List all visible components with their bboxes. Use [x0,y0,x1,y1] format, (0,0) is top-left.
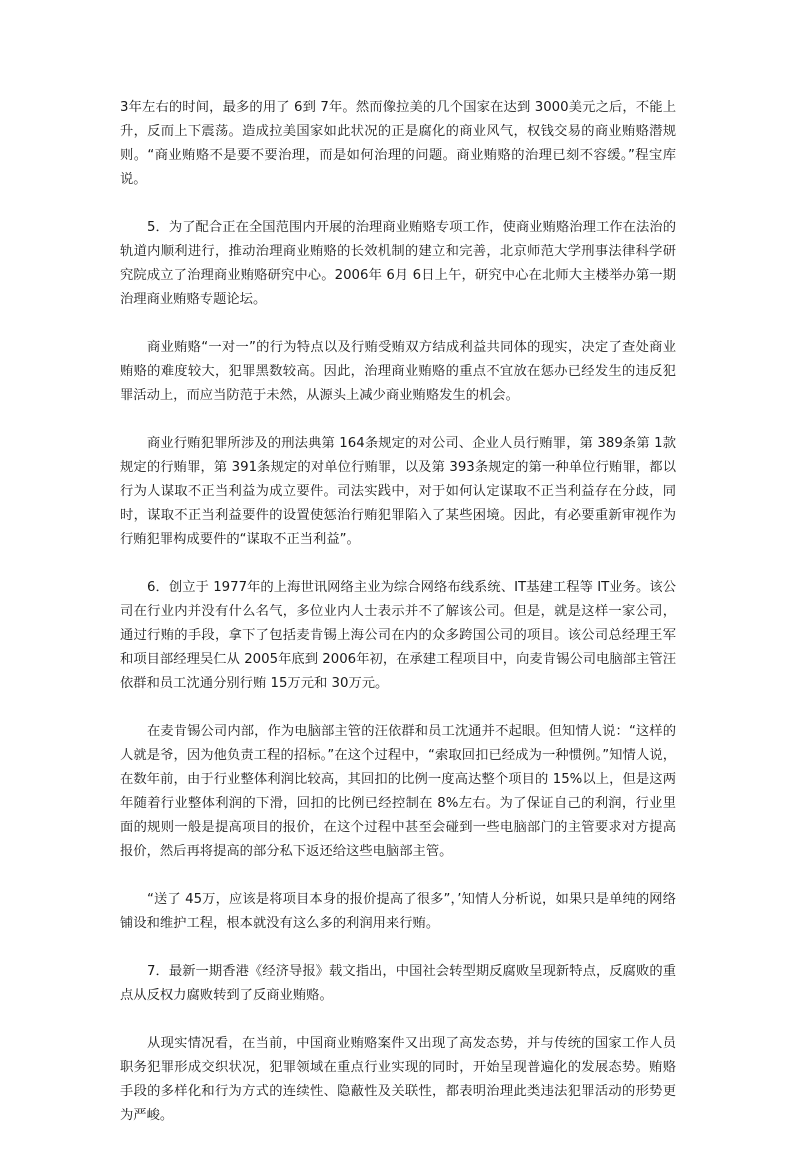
paragraph-5: 6．创立于 1977年的上海世讯网络主业为综合网络布线系统、IT基建工程等 IT业务。该公司在行业内并没有什么名气，多位业内人士表示并不了解该公司。但是，就是这样一家公司，通过行贿的手段，拿下了包括麦肯锡上海公司在内的众多跨国公司的项目。该公司总经理王军和项目部经理吴仁从 2005年底到 2006年初，在承建工程项目中，向麦肯锡公司电脑部主管汪依群和员工沈通分别行贿 15万元和 30万元。 [120,580,676,691]
document-body [120,96,676,1152]
paragraph-2: 5．为了配合正在全国范围内开展的治理商业贿赂专项工作，使商业贿赂治理工作在法治的轨道内顺利进行，推动治理商业贿赂的长效机制的建立和完善，北京师范大学刑事法律科学研究院成立了治理商业贿赂研究中心。2006年 6月 6日上午，研究中心在北师大主楼举办第一期治理商业贿赂专题论坛。 [120,220,676,307]
paragraph-1: 3年左右的时间，最多的用了 6到 7年。然而像拉美的几个国家在达到 3000美元之后，不能上升，反而上下震荡。造成拉美国家如此状况的正是腐化的商业风气，权钱交易的商业贿赂潜规则。“商业贿赂不是要不要治理，而是如何治理的问题。商业贿赂的治理已刻不容缓。”程宝库说。 [120,100,676,187]
paragraph-9: 从现实情况看，在当前，中国商业贿赂案件又出现了高发态势，并与传统的国家工作人员职务犯罪形成交织状况，犯罪领域在重点行业实现的同时，开始呈现普遍化的发展态势。贿赂手段的多样化和行为方式的连续性、隐蔽性及关联性，都表明治理此类违法犯罪活动的形势更为严峻。 [120,1036,676,1123]
paragraph-3: 商业贿赂“一对一”的行为特点以及行贿受贿双方结成利益共同体的现实，决定了查处商业贿赂的难度较大，犯罪黑数较高。因此，治理商业贿赂的重点不宜放在惩办已经发生的违反犯罪活动上，而应当防范于未然，从源头上减少商业贿赂发生的机会。 [120,340,676,403]
paragraph-4: 商业行贿犯罪所涉及的刑法典第 164条规定的对公司、企业人员行贿罪，第 389条第 1款规定的行贿罪，第 391条规定的对单位行贿罪，以及第 393条规定的第一种单位行贿罪，都以行为人谋取不正当利益为成立要件。司法实践中，对于如何认定谋取不正当利益存在分歧，同时，谋取不正当利益要件的设置使惩治行贿犯罪陷入了某些困境。因此，有必要重新审视作为行贿犯罪构成要件的“谋取不正当利益”。 [120,436,676,547]
paragraph-6: 在麦肯锡公司内部，作为电脑部主管的汪依群和员工沈通并不起眼。但知情人说：“这样的人就是爷，因为他负责工程的招标。”在这个过程中，“索取回扣已经成为一种惯例。”知情人说，在数年前，由于行业整体利润比较高，其回扣的比例一度高达整个项目的 15%以上，但是这两年随着行业整体利润的下滑，回扣的比例已经控制在 8%左右。为了保证自己的利润，行业里面的规则一般是提高项目的报价，在这个过程中甚至会碰到一些电脑部门的主管要求对方提高报价，然后再将提高的部分私下返还给这些电脑部主管。 [120,724,676,859]
paragraph-8: 7．最新一期香港《经济导报》载文指出，中国社会转型期反腐败呈现新特点，反腐败的重点从反权力腐败转到了反商业贿赂。 [120,964,676,1003]
paragraph-7: “送了 45万，应该是将项目本身的报价提高了很多”，’知情人分析说，如果只是单纯的网络铺设和维护工程，根本就没有这么多的利润用来行贿。 [120,892,676,931]
